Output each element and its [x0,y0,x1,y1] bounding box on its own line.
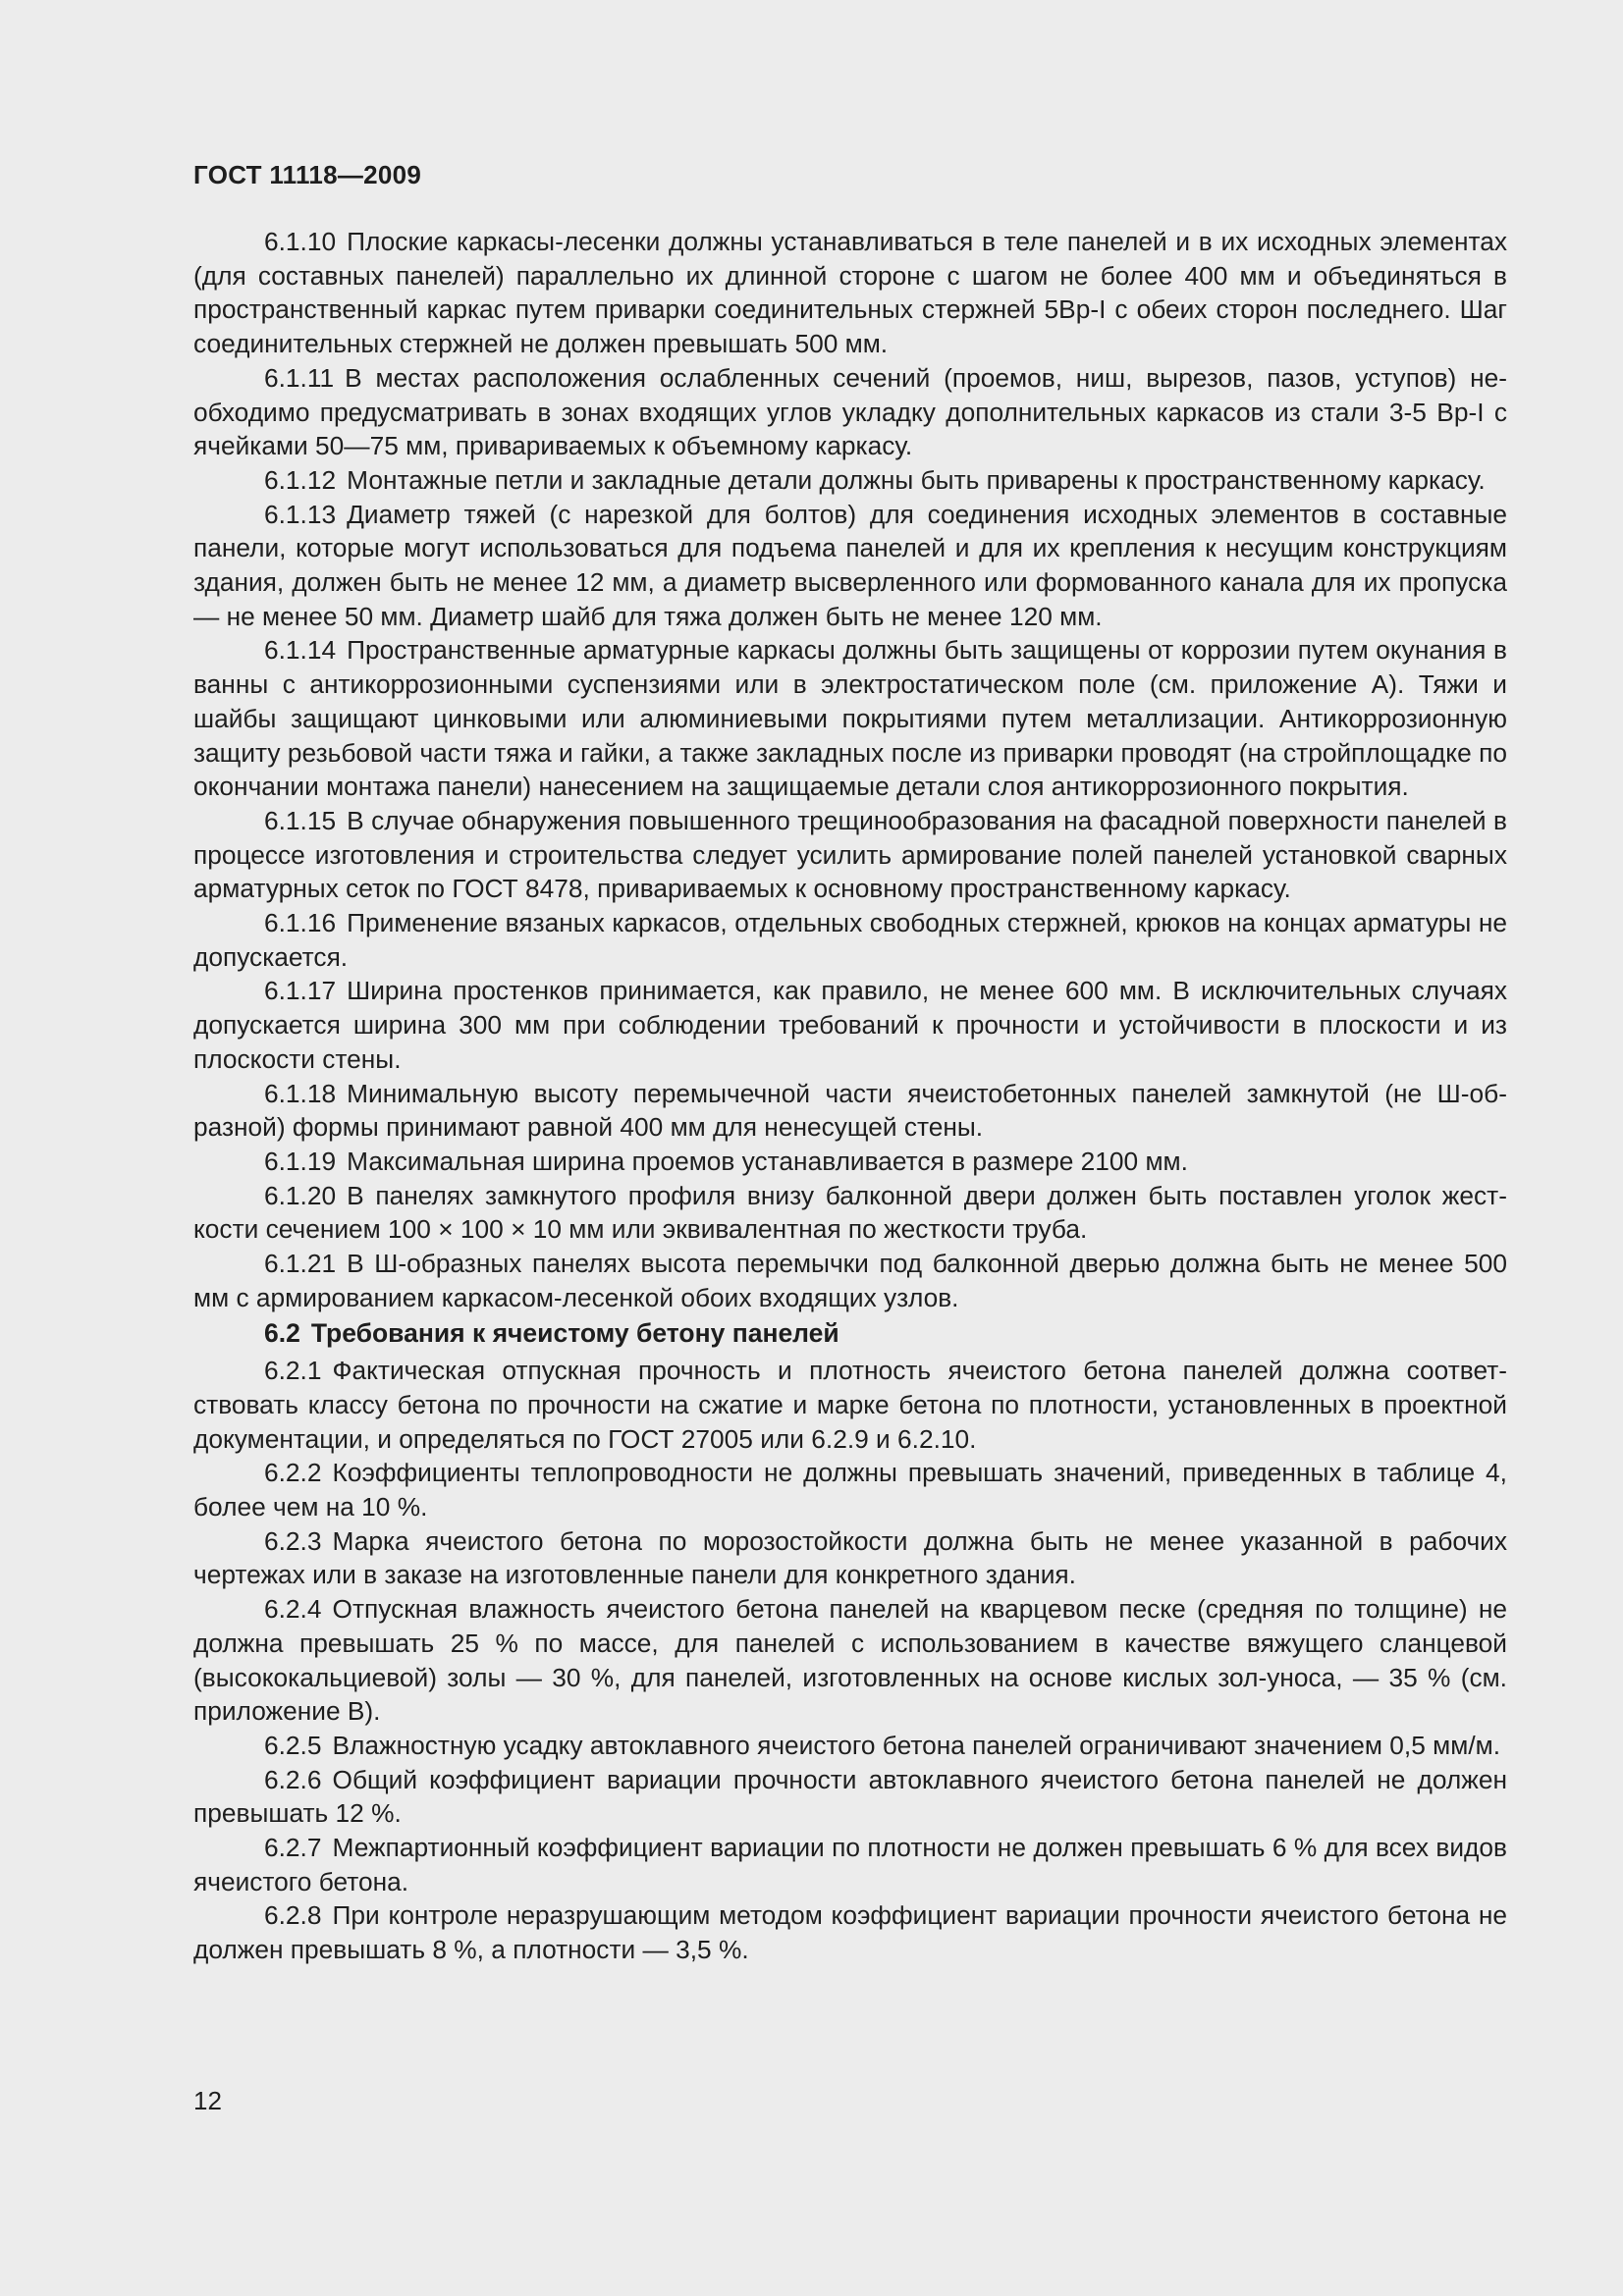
clause-number: 6.2.5 [264,1730,322,1760]
paragraph [193,1831,1507,1898]
paragraph [193,974,1507,1076]
clause-text: Монтажные петли и закладные детали должны быть приварены к пространственному каркасу. [347,464,1486,495]
paragraph [193,1763,1507,1831]
paragraph [193,1354,1507,1456]
paragraph [193,1456,1507,1523]
clause-number: 6.2.2 [264,1458,322,1488]
clause-number: 6.1.14 [264,635,337,666]
clause-number: 6.1.16 [264,908,337,938]
clause-number: 6.2.3 [264,1525,322,1556]
paragraph [193,1592,1507,1729]
paragraph [193,361,1507,463]
section-title: Требования к ячеистому бетону панелей [310,1317,839,1348]
clause-number: 6.1.19 [264,1146,337,1176]
clause-text: В случае обнаружения повышенного трещинообразования на фасадной поверхности панелей в процессе изготовления и строительства следует усилить армирование полей панелей установкой сварных арматурных сеток по ГОСТ 8478, привариваемых к основному пространственному каркасу. [193,805,1507,904]
clause-number: 6.1.15 [264,805,337,835]
clause-text: Ширина простенков принимается, как правило, не менее 600 мм. В исключительных случаях допускается ширина 300 мм при соблюдении требований к прочности и устойчивости в плоскости и из плоскости стены. [193,976,1507,1074]
clause-text: Диаметр тяжей (с нарезкой для болтов) для соединения исходных элементов в составные панели, которые могут использоваться для подъема панелей и для их крепления к несущим конструкциям здания, должен быть не менее 12 мм, а диаметр высверленного или формованного канала для их пропуска — не менее 50 мм. Диаметр шайб для тяжа должен быть не менее 120 мм. [193,499,1507,631]
clause-text: Общий коэффициент вариации прочности автоклавного ячеистого бетона панелей не должен превышать 12 %. [193,1764,1507,1829]
clause-text: Коэффициенты теплопроводности не должны превышать значений, приведенных в таблице 4, более чем на 10 %. [193,1458,1507,1522]
paragraph [193,1729,1507,1763]
section-heading [193,1316,1507,1351]
clause-text: При контроле неразрушающим методом коэффициент вариации прочности ячеистого бетона не должен превышать 8 %, а плотности — 3,5 %. [193,1900,1507,1965]
clause-text: Максимальная ширина проемов устанавливается в размере 2100 мм. [347,1146,1188,1176]
paragraph [193,804,1507,906]
clause-text: В панелях замкнутого профиля внизу балконной двери должен быть поставлен уголок жесткости сечением 100 × 100 × 10 мм или эквивалентная по жесткости труба. [193,1180,1507,1245]
paragraphs-6-1 [193,225,1507,1315]
clause-number: 6.2.1 [264,1356,322,1386]
clause-number: 6.1.18 [264,1078,337,1108]
clause-number: 6.2.8 [264,1900,322,1931]
clause-text: Плоские каркасы-лесенки должны устанавливаться в теле панелей и в их исходных элементах (для составных панелей) параллельно их длинной стороне с шагом не более 400 мм и объединяться в пространственный каркас путем приварки соединительных стержней 5Вр-I с обеих сторон последнего. Шаг соединительных стержней не должен превышать 500 мм. [193,227,1507,359]
clause-text: Минимальную высоту перемычечной части ячеистобетонных панелей замкнутой (не Ш-образной) формы принимают равной 400 мм для ненесущей стены. [193,1078,1507,1143]
paragraph [193,633,1507,804]
clause-number: 6.2.7 [264,1833,322,1863]
clause-text: Марка ячеистого бетона по морозостойкости должна быть не менее указанной в рабочих чертежах или в заказе на изготовленные панели для конкретного здания. [193,1525,1507,1590]
paragraph [193,498,1507,634]
clause-number: 6.2.4 [264,1594,322,1625]
page-number: 12 [193,2086,222,2115]
clause-number: 6.1.12 [264,464,337,495]
clause-text: Влажностную усадку автоклавного ячеистого бетона панелей ограничивают значением 0,5 мм/м. [332,1730,1501,1760]
clause-number: 6.1.17 [264,976,337,1006]
clause-text: В Ш-образных панелях высота перемычки под балконной дверью должна быть не менее 500 мм с армированием каркасом-лесенкой обоих входящих узлов. [193,1249,1507,1312]
paragraph [193,463,1507,498]
clause-number: 6.1.20 [264,1180,337,1210]
paragraph [193,1898,1507,1966]
clause-number: 6.1.11 [264,362,335,393]
clause-text: Пространственные арматурные каркасы должны быть защищены от коррозии путем окунания в ванны с антикоррозионными суспензиями или в электростатическом поле (см. приложение А). Тяжи и шайбы защищают цинковыми или алюминиевыми покрытиями путем металлизации. Антикоррозионную защиту резьбовой части тяжа и гайки, а также закладных после из приварки проводят (на стройплощадке по окончании монтажа панели) нанесением на защищаемые детали слоя антикоррозионного покрытия. [193,635,1507,802]
paragraph [193,1145,1507,1179]
paragraphs-6-2 [193,1354,1507,1967]
document-body [193,225,1507,1967]
paragraph [193,1077,1507,1145]
clause-number: 6.1.10 [264,227,337,256]
paragraph [193,1179,1507,1247]
clause-number: 6.1.13 [264,499,337,529]
clause-text: Фактическая отпускная прочность и плотность ячеистого бетона панелей должна соответствовать классу бетона по прочности на сжатие и марке бетона по плотности, установленных в проектной документации, и определяться по ГОСТ 27005 или 6.2.9 и 6.2.10. [193,1356,1507,1454]
clause-text: В местах расположения ослабленных сечений (проемов, ниш, вырезов, пазов, уступов) необходимо предусматривать в зонах входящих углов укладку дополнительных каркасов из стали 3-5 Вр-I с ячейками 50—75 мм, привариваемых к объемному каркасу. [193,362,1507,461]
paragraph [193,1524,1507,1592]
clause-number: 6.2.6 [264,1764,322,1794]
document-header: ГОСТ 11118—2009 [193,160,422,189]
clause-text: Отпускная влажность ячеистого бетона панелей на кварцевом песке (средняя по толщине) не должна превышать 25 % по массе, для панелей с использованием в качестве вяжущего сланцевой (высококальциевой) золы — 30 %, для панелей, изготовленных на основе кислых зол-уноса, — 35 % (см. приложение В). [193,1594,1507,1727]
clause-text: Межпартионный коэффициент вариации по плотности не должен превышать 6 % для всех видов ячеистого бетона. [193,1833,1507,1896]
section-number: 6.2 [264,1317,300,1348]
paragraph [193,906,1507,974]
clause-text: Применение вязаных каркасов, отдельных свободных стержней, крюков на концах арматуры не допускается. [193,908,1507,972]
paragraph [193,1247,1507,1314]
paragraph [193,225,1507,361]
clause-number: 6.1.21 [264,1249,337,1279]
